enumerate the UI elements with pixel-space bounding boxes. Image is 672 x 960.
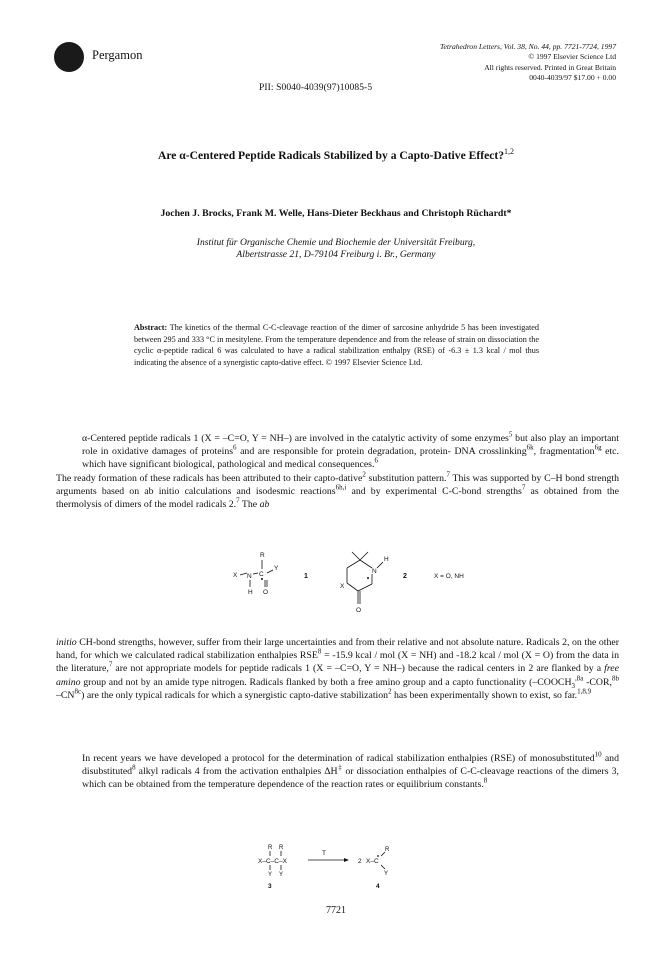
ref-sup: 6k <box>526 443 534 452</box>
text-run: group and not by an amide type nitrogen. Radicals flanked by both a free amino group and a capto functionality (–COOCH <box>80 676 572 688</box>
ref-sup: 6 <box>374 457 378 466</box>
ref-sup: 7 <box>236 496 240 505</box>
atom-label: X <box>233 572 238 579</box>
text-run-italic: initio <box>56 637 77 648</box>
atom-label: Y <box>268 872 273 878</box>
abstract <box>134 322 539 369</box>
journal-copyright: © 1997 Elsevier Science Ltd <box>528 52 616 62</box>
atom-label: N <box>247 573 252 580</box>
ref-sup: 8 <box>132 763 136 772</box>
ref-sup: 8 <box>483 777 488 786</box>
text-run: In recent years we have developed a protocol for the determination of radical stabilization enthalpies (RSE) of monosubstituted <box>82 753 595 764</box>
ref-sup: 8 <box>317 647 322 656</box>
atom-label: X <box>340 583 345 590</box>
ref-sup: 6h,i <box>335 483 347 492</box>
atom-label: O <box>263 589 269 596</box>
pii-code: PII: S0040-4039(97)10085-5 <box>259 83 373 93</box>
text-run: = -15.9 kcal / mol (X = NH) and -18.2 kcal / mol (X = O) from the data in the literature, <box>56 650 619 675</box>
text-run: and disubstituted <box>82 753 619 778</box>
structure-1 <box>233 552 279 596</box>
atom-label: R <box>268 845 273 851</box>
text-run: and are responsible for protein degradation, protein- DNA crosslinking <box>236 446 527 458</box>
dimer-formula: X–C–C–X <box>258 858 287 865</box>
text-run: ) are the only typical radicals for which a synergistic capto-dative stabilization <box>81 689 389 701</box>
paragraph-1 <box>56 432 619 472</box>
affiliation-line-1: Institut für Organische Chemie und Biochemie der Universität Freiburg, <box>196 237 476 248</box>
text-run: and by experimental C-C-bond strengths <box>346 485 522 497</box>
compound-label-3: 3 <box>268 883 272 890</box>
structure-2 <box>347 552 383 604</box>
ref-sup: 7 <box>521 483 526 492</box>
product-coefficient: 2 <box>358 858 362 865</box>
text-run: The ready formation of these radicals has been attributed to their capto-dative <box>56 472 363 484</box>
body-text-top <box>56 432 619 511</box>
author-list: Jochen J. Brocks, Frank M. Welle, Hans-Dieter Beckhaus and Christoph Rüchardt* <box>160 208 512 219</box>
atom-label: H <box>384 556 389 563</box>
scheme-condition: X = O, NH <box>434 573 464 580</box>
abstract-text: The kinetics of the thermal C-C-cleavage reaction of the dimer of sarcosine anhydride 5 has been investigated between 295 and 333 °C in mesitylene. From the temperature dependence and from the release of strain on dissociation the cyclic α-peptide radical 6 was calculated to have a radical stabilization enthalpy (RSE) of -6.3 ± 1.3 kcal / mol thus indicating the absence of a synergistic capto-dative effect. © 1997 Elsevier Science Ltd. <box>134 323 539 368</box>
page-number: 7721 <box>326 905 346 916</box>
pergamon-logo-icon <box>54 42 84 72</box>
journal-rights: All rights reserved. Printed in Great Britain <box>484 62 616 72</box>
atom-label: R <box>279 845 284 851</box>
atom-label: H <box>248 589 253 596</box>
abstract-label: Abstract: <box>134 323 168 332</box>
text-run-italic: ab <box>259 499 270 511</box>
compound-label-4: 4 <box>376 883 380 890</box>
arrow-label: T <box>322 850 326 857</box>
ref-sup: 5 <box>508 430 513 439</box>
text-run: etc. which have significant biological, pathological and medical consequences. <box>82 446 619 471</box>
ref-sup: 8c <box>74 687 82 696</box>
ref-sup: 10 <box>594 750 602 759</box>
text-run: CH-bond strengths, however, suffer from their large uncertainties and from their relative and not absolute nature. Radicals 2, on the other hand, for which we calculated radical stabilization enthalpies RSE <box>56 637 619 662</box>
atom-label: Y <box>274 565 279 572</box>
ref-sup: 7 <box>446 470 451 479</box>
text-run: or dissociation enthalpies of C-C-cleavage reactions of the dimers 3, which can be obtained from the temperature dependence of the reaction rates or equilibrium constants. <box>82 766 620 791</box>
text-run: This was supported by C–H bond strength arguments based on ab initio calculations and isodesmic reactions <box>56 472 619 497</box>
journal-citation: Tetrahedron Letters, Vol. 38, No. 44, pp. 7721-7724, 1997 <box>440 42 616 51</box>
affiliation <box>0 237 672 261</box>
compound-label-2: 2 <box>403 573 407 580</box>
atom-label: O <box>356 607 362 614</box>
text-run: –CN <box>56 689 75 701</box>
compound-label-1: 1 <box>304 573 308 580</box>
ref-sup: 1,8,9 <box>577 687 592 696</box>
title-refs: 1,2 <box>504 147 515 156</box>
scheme-dimer-cleavage <box>248 842 428 892</box>
text-run: as obtained from the thermolysis of dimers of the model radicals 2. <box>56 485 619 511</box>
text-run: The <box>239 499 260 511</box>
ref-sup: 8b <box>611 674 619 683</box>
atom-label: C <box>259 571 264 578</box>
subscript: 3 <box>571 681 576 690</box>
ref-sup: ,8a <box>575 674 584 683</box>
journal-info <box>316 42 616 84</box>
text-run: but also play an important role in oxidative damages of proteins <box>82 433 619 458</box>
atom-label: Y <box>279 872 284 878</box>
text-run: , fragmentation <box>533 446 595 458</box>
affiliation-line-2: Albertstrasse 21, D-79104 Freiburg i. Br., Germany <box>236 249 436 260</box>
title-text: Are α-Centered Peptide Radicals Stabilized by a Capto-Dative Effect? <box>157 148 505 162</box>
atom-label: N <box>372 568 377 575</box>
ref-sup: 7 <box>108 661 113 670</box>
paragraph-4 <box>56 752 619 792</box>
ref-sup: 6 <box>233 443 237 452</box>
text-run: are not appropriate models for peptide radicals 1 (X = –C=O, Y = NH–) because the radical centers in 2 are flanked by a <box>112 663 605 675</box>
atom-label: Y <box>384 871 389 877</box>
atom-label: R <box>260 552 265 559</box>
atom-label: R <box>385 847 390 853</box>
text-run: -COR, <box>583 676 612 688</box>
journal-price: 0040-4039/97 $17.00 + 0.00 <box>529 73 616 83</box>
ref-sup: ‡ <box>337 763 343 772</box>
ref-sup: 2 <box>388 687 392 696</box>
paragraph-3 <box>56 636 619 702</box>
paragraph-2 <box>56 472 619 512</box>
text-run: substitution pattern. <box>365 472 447 484</box>
text-run: alkyl radicals 4 from the activation enthalpies ΔH <box>135 766 338 778</box>
product-formula: X–C <box>366 858 379 865</box>
ref-sup: 6g <box>594 443 602 452</box>
publisher-name: Pergamon <box>92 48 143 62</box>
text-run-italic: free amino <box>56 663 619 688</box>
ref-sup: 2 <box>362 470 366 479</box>
text-run: has been experimentally shown to exist, so far. <box>391 689 578 701</box>
article-title <box>0 147 672 162</box>
scheme-structures-1-2 <box>220 548 520 642</box>
paragraph-4-inner <box>56 752 619 792</box>
text-run: α-Centered peptide radicals 1 (X = –C=O, Y = NH–) are involved in the catalytic activity of some enzymes <box>82 433 509 444</box>
